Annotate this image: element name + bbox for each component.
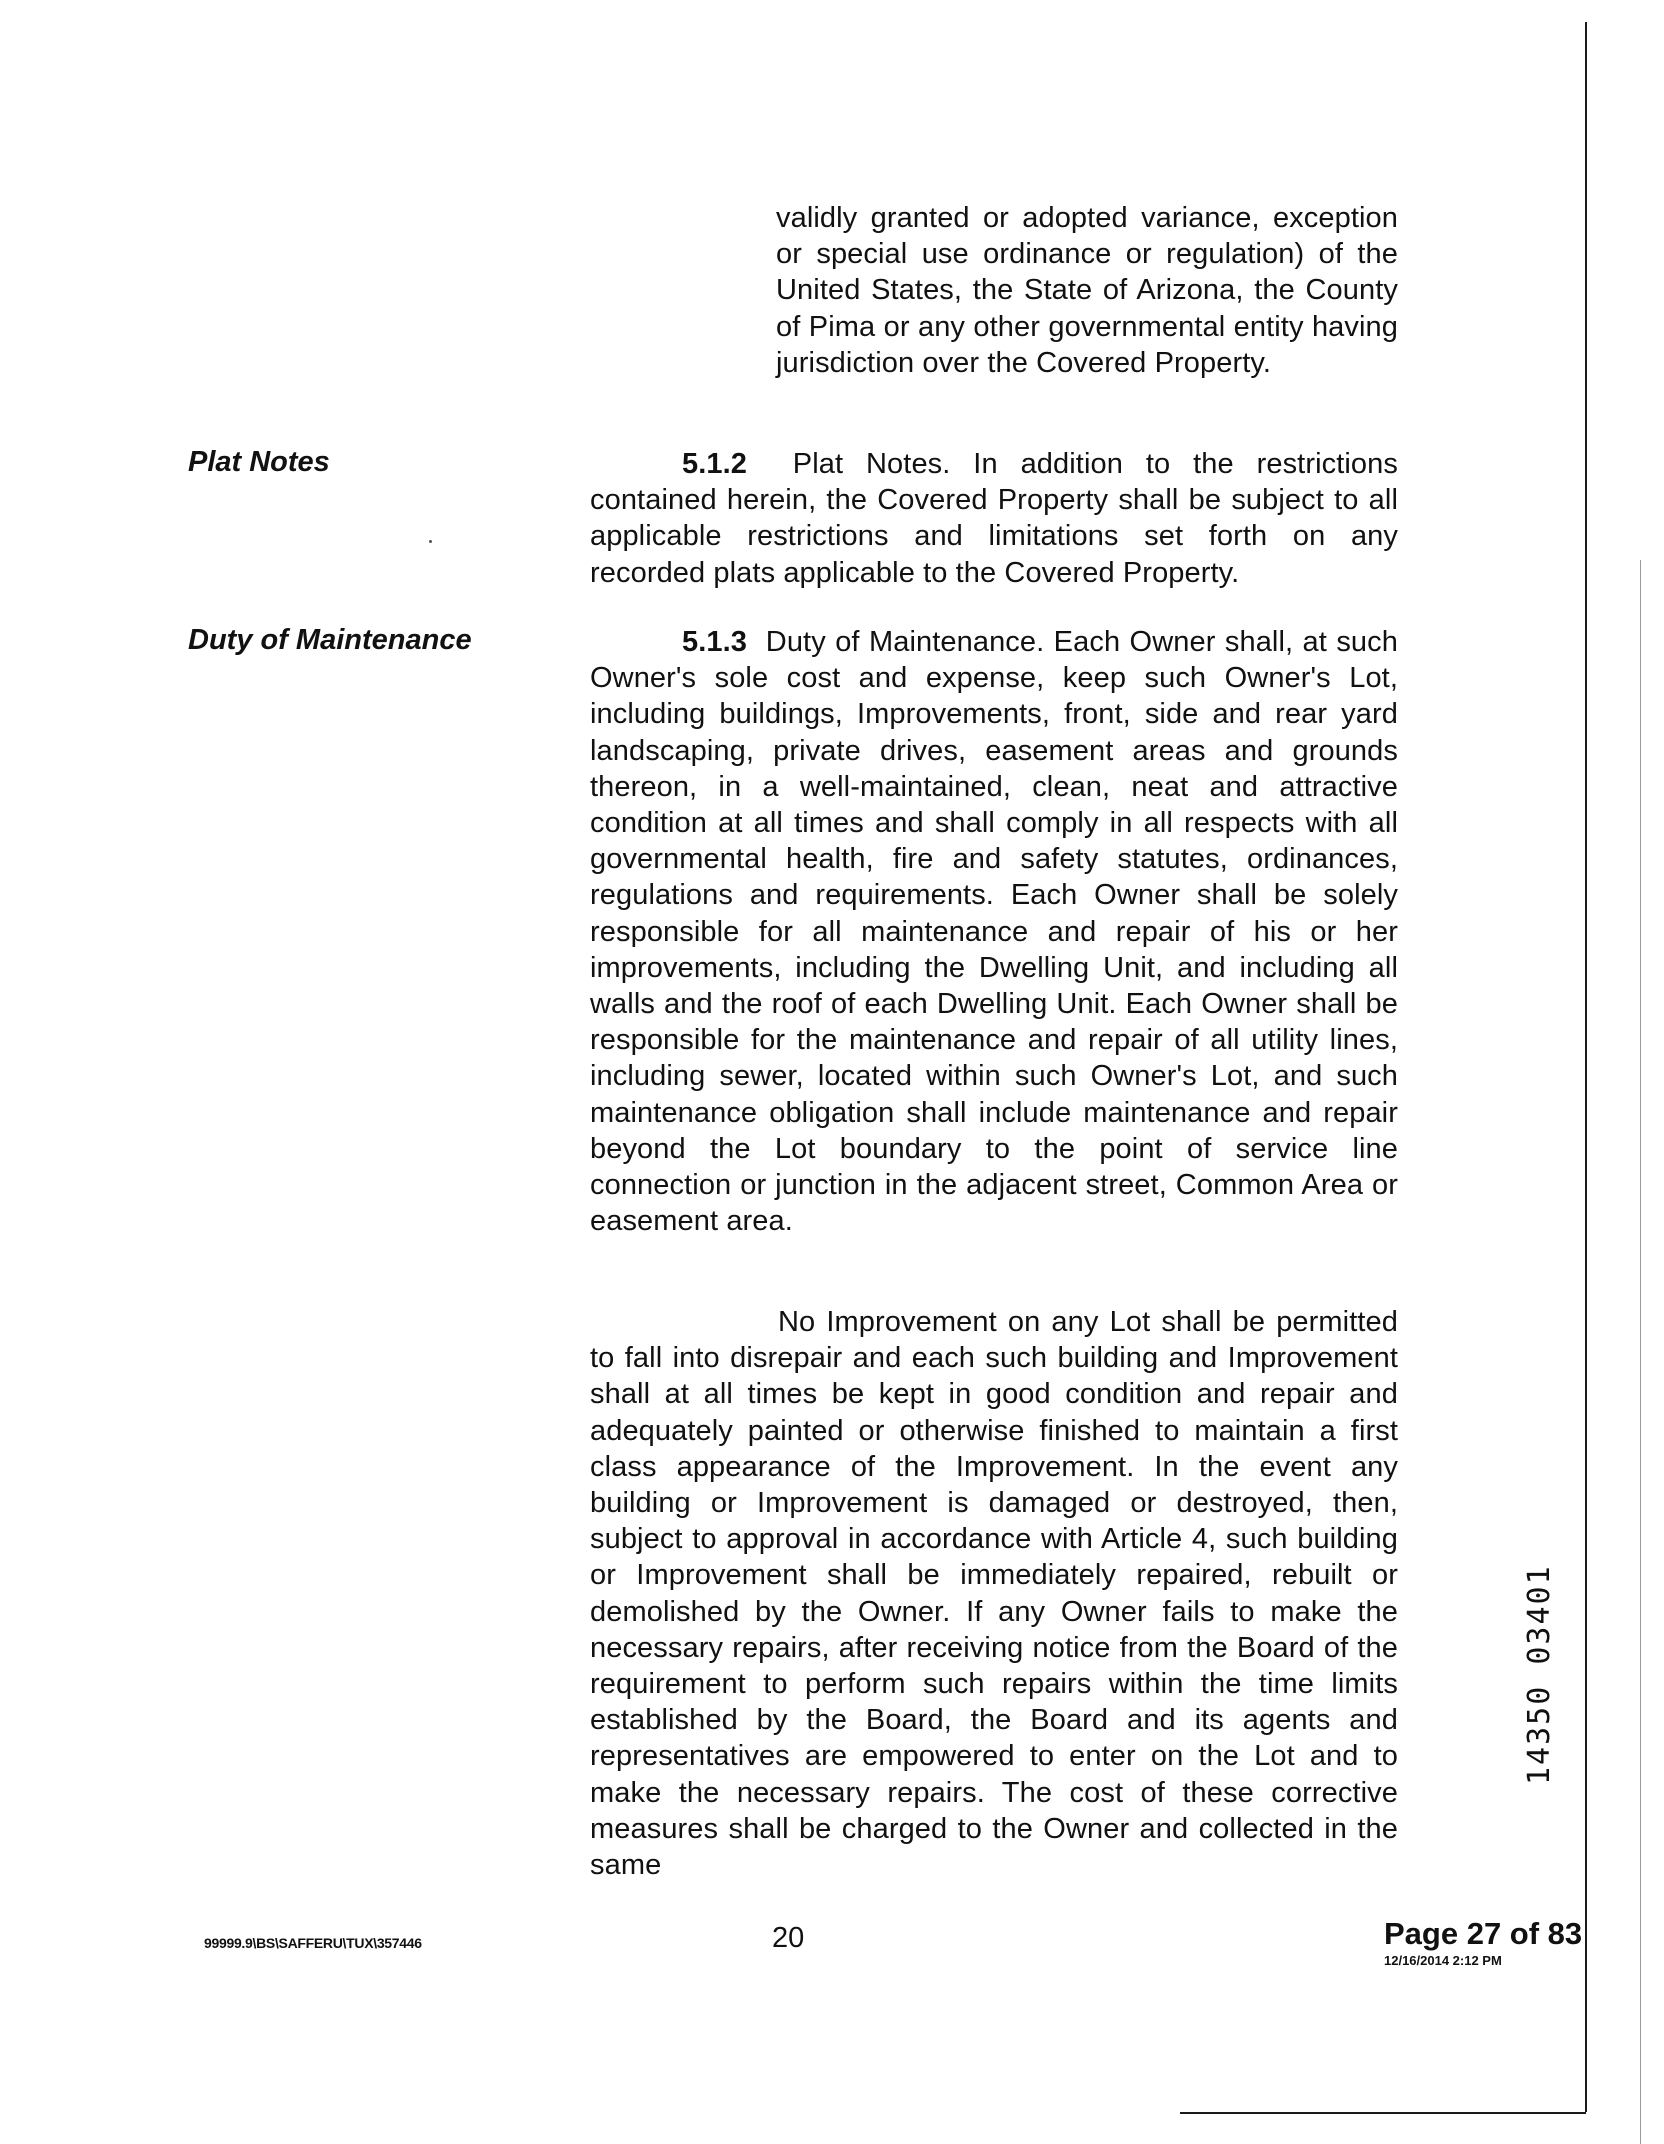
section-text: Plat Notes. In addition to the restrictions contained herein, the Covered Property shall be subject to all applicable restrictions and limitations set forth on any recorded plats applicable to the Covered Property. xyxy=(590,448,1398,589)
right-border-line xyxy=(1585,22,1587,2112)
section-5-1-2-paragraph xyxy=(590,446,1398,591)
section-5-1-3-paragraph xyxy=(590,624,1398,1239)
document-id: 99999.9\BS\SAFFERU\TUX\357446 xyxy=(204,1935,422,1951)
bottom-border-line xyxy=(1180,2112,1586,2114)
recorder-page-count: Page 27 of 83 xyxy=(1384,1916,1583,1951)
continuation-paragraph: validly granted or adopted variance, exception or special use ordinance or regulation) of the United States, the State of Arizona, the County of Pima or any other governmental entity having jurisdiction over the Covered Property. xyxy=(776,202,1398,379)
section-number: 5.1.3 xyxy=(682,626,747,658)
margin-label-duty-of-maintenance: Duty of Maintenance xyxy=(188,624,472,656)
scan-edge-line xyxy=(1640,560,1641,2144)
recorder-timestamp: 12/16/2014 2:12 PM xyxy=(1384,1953,1502,1968)
improvement-repair-paragraph: No Improvement on any Lot shall be permitted to fall into disrepair and each such building and Improvement shall at all times be kept in good condition and repair and adequately painted or otherwise finished to maintain a first class appearance of the Improvement. In the event any building or Improvement is damaged or destroyed, then, subject to approval in accordance with Article 4, such building or Improvement shall be immediately repaired, rebuilt or demolished by the Owner. If any Owner fails to make the necessary repairs, after receiving notice from the Board of the requirement to perform such repairs within the time limits established by the Board, the Board and its agents and representatives are empowered to enter on the Lot and to make the necessary repairs. The cost of these corrective measures shall be charged to the Owner and collected in the same xyxy=(590,1306,1398,1882)
section-text: Duty of Maintenance. Each Owner shall, at such Owner's sole cost and expense, keep such Owner's Lot, including buildings, Improvements, front, side and rear yard landscaping, private drives, easement areas and grounds thereon, in a well-maintained, clean, neat and attractive condition at all times and shall comply in all respects with all governmental health, fire and safety statutes, ordinances, regulations and requirements. Each Owner shall be solely responsible for all maintenance and repair of his or her improvements, including the Dwelling Unit, and including all walls and the roof of each Dwelling Unit. Each Owner shall be responsible for the maintenance and repair of all utility lines, including sewer, located within such Owner's Lot, and such maintenance obligation shall include maintenance and repair beyond the Lot boundary to the point of service line connection or junction in the adjacent street, Common Area or easement area. xyxy=(590,626,1398,1238)
section-number: 5.1.2 xyxy=(682,448,747,480)
margin-label-plat-notes: Plat Notes xyxy=(188,446,330,478)
scan-speck xyxy=(429,540,432,543)
recording-number: 14350 03401 xyxy=(1522,1564,1557,1785)
page-number: 20 xyxy=(772,1922,805,1954)
